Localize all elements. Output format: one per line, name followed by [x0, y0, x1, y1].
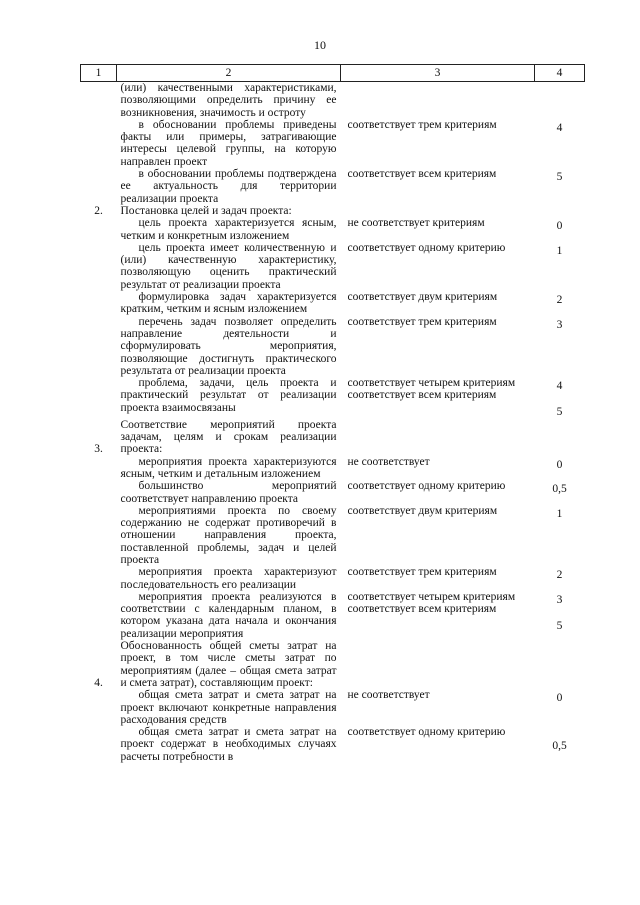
header-col-3: 3	[341, 65, 535, 82]
row-number	[81, 119, 117, 168]
criterion-compliance	[341, 217, 535, 242]
section-row	[81, 419, 585, 456]
table-row	[81, 242, 585, 291]
table-row	[81, 480, 585, 505]
table-row	[81, 566, 585, 591]
score-value: 4	[556, 380, 563, 393]
row-number	[81, 168, 117, 205]
criterion-score	[535, 505, 585, 566]
criterion-compliance	[341, 119, 535, 168]
criterion-text: формулировка задач характеризуется кратким, четким и ясным изложением	[120, 291, 337, 316]
compliance-text: соответствует трем критериям	[347, 566, 497, 579]
table-row	[81, 291, 585, 316]
header-col-4: 4	[535, 65, 585, 82]
criterion-score	[535, 377, 585, 419]
criterion-text: (или) качественными характеристиками, позволяющими определить причину ее возникновения, значимость и остроту	[120, 82, 337, 119]
table-row	[81, 82, 585, 119]
compliance-text: соответствует одному критерию	[347, 480, 506, 493]
criterion-score	[535, 591, 585, 640]
criterion-score	[535, 316, 585, 377]
compliance-text: не соответствует	[347, 689, 430, 702]
compliance-text: соответствует одному критерию	[347, 241, 506, 254]
row-number	[81, 316, 117, 377]
row-number	[81, 566, 117, 591]
score-value: 2	[556, 294, 563, 307]
compliance-text: соответствует трем критериям	[347, 118, 497, 131]
criterion-compliance	[341, 291, 535, 316]
criterion-compliance	[341, 566, 535, 591]
score-value: 0	[556, 692, 563, 705]
header-col-2: 2	[117, 65, 341, 82]
criterion-text: общая смета затрат и смета затрат на проект включают конкретные направления расходования средств	[120, 689, 337, 726]
criterion-text: общая смета затрат и смета затрат на проект содержат в необходимых случаях расчеты потребности в	[120, 726, 337, 763]
criterion-compliance	[341, 168, 535, 205]
header-col-1: 1	[81, 65, 117, 82]
compliance-text: соответствует трем критериям	[347, 315, 497, 328]
criterion-score	[535, 119, 585, 168]
criterion-compliance	[341, 591, 535, 640]
table-header-row	[81, 65, 585, 82]
criterion-text: мероприятия проекта реализуются в соответствии с календарным планом, в котором указана дата начала и окончания реализации мероприятия	[120, 590, 337, 640]
criterion-text: мероприятия проекта характеризуются ясным, четким и детальным изложением	[120, 455, 337, 480]
criterion-score	[535, 217, 585, 242]
page-number: 10	[314, 38, 326, 52]
criterion-compliance	[341, 456, 535, 481]
criterion-compliance	[341, 480, 535, 505]
table-row	[81, 377, 585, 419]
table-row	[81, 505, 585, 566]
compliance-text: соответствует всем критериям	[347, 603, 497, 616]
section-row	[81, 205, 585, 217]
criteria-body	[81, 82, 585, 764]
criterion-score	[535, 419, 585, 456]
criterion-score	[535, 242, 585, 291]
criterion-compliance	[341, 377, 535, 419]
score-value: 0	[556, 220, 563, 233]
criterion-text: цель проекта характеризуется ясным, четким и конкретным изложением	[120, 217, 337, 242]
row-number	[81, 242, 117, 291]
score-value: 3	[556, 318, 563, 331]
criterion-score	[535, 456, 585, 481]
criterion-compliance	[341, 82, 535, 119]
criterion-score	[535, 168, 585, 205]
row-number	[81, 505, 117, 566]
table-row	[81, 119, 585, 168]
score-value: 0,5	[552, 740, 567, 753]
criterion-compliance	[341, 640, 535, 689]
compliance-text: соответствует всем критериям	[347, 168, 497, 181]
criterion-text: Постановка целей и задач проекта:	[120, 204, 292, 217]
criterion-text: Обоснованность общей сметы затрат на проект, в том числе сметы затрат по мероприятиям (далее – общая смета затрат и смета затрат), составляющим проект:	[120, 640, 337, 689]
score-value: 2	[556, 569, 563, 582]
criterion-compliance	[341, 689, 535, 726]
score-value: 5	[556, 171, 563, 184]
section-row	[81, 640, 585, 689]
score-value: 1	[556, 507, 563, 520]
criterion-score	[535, 205, 585, 217]
row-number	[81, 689, 117, 726]
criterion-text: цель проекта имеет количественную и (или) качественную характеристику, позволяющую оценить практический результат от реализации проекта	[120, 241, 337, 291]
criterion-compliance	[341, 419, 535, 456]
criterion-compliance	[341, 505, 535, 566]
score-value: 0,5	[552, 483, 567, 496]
row-number	[81, 456, 117, 481]
table-row	[81, 726, 585, 763]
criterion-score	[535, 640, 585, 689]
criterion-compliance	[341, 205, 535, 217]
criterion-compliance	[341, 726, 535, 763]
criteria-table	[80, 64, 585, 763]
criterion-compliance	[341, 242, 535, 291]
row-number: 4.	[94, 676, 103, 689]
score-value: 4	[556, 121, 563, 134]
criterion-text: в обосновании проблемы подтверждена ее актуальность для территории реализации проекта	[120, 168, 337, 205]
criterion-score	[535, 291, 585, 316]
compliance-text: соответствует двум критериям	[347, 291, 498, 304]
compliance-text: соответствует двум критериям	[347, 504, 498, 517]
row-number	[81, 480, 117, 505]
criterion-score	[535, 689, 585, 726]
row-number	[81, 291, 117, 316]
criterion-text: мероприятия проекта характеризуют последовательность его реализации	[120, 566, 337, 591]
row-number: 2.	[94, 204, 103, 217]
compliance-text: не соответствует	[347, 455, 430, 468]
criterion-text: проблема, задачи, цель проекта и практический результат от реализации проекта взаимосвязаны	[120, 377, 337, 414]
row-number	[81, 591, 117, 640]
row-number: 3.	[94, 443, 103, 456]
table-row	[81, 591, 585, 640]
row-number	[81, 377, 117, 419]
table-row	[81, 168, 585, 205]
criterion-score	[535, 726, 585, 763]
score-value: 3	[556, 593, 563, 606]
table-row	[81, 217, 585, 242]
compliance-text: соответствует одному критерию	[347, 726, 506, 739]
criterion-text: Соответствие мероприятий проекта задачам, целям и срокам реализации проекта:	[120, 418, 337, 456]
table-row	[81, 689, 585, 726]
criterion-text: перечень задач позволяет определить направление деятельности и сформулировать мероприятия, позволяющие достигнуть практического результата от реализации проекта	[120, 315, 337, 377]
table-row	[81, 456, 585, 481]
criterion-score	[535, 82, 585, 119]
criterion-text: в обосновании проблемы приведены факты или примеры, затрагивающие интересы целевой группы, на которую направлен проект	[120, 118, 337, 168]
compliance-text: соответствует всем критериям	[347, 389, 497, 402]
criterion-score	[535, 566, 585, 591]
compliance-text: соответствует четырем критериям	[347, 377, 516, 390]
compliance-text: не соответствует критериям	[347, 217, 485, 230]
criterion-score	[535, 480, 585, 505]
score-value: 5	[556, 620, 563, 633]
score-value: 5	[556, 406, 563, 419]
row-number	[81, 217, 117, 242]
score-value: 1	[556, 244, 563, 257]
table-row	[81, 316, 585, 377]
criterion-text: мероприятиями проекта по своему содержанию не содержат противоречий в отношении направления проекта, поставленной проблемы, задач и целей проекта	[120, 504, 337, 566]
row-number	[81, 82, 117, 119]
row-number	[81, 726, 117, 763]
score-value: 0	[556, 458, 563, 471]
criterion-text: большинство мероприятий соответствует направлению проекта	[120, 480, 337, 505]
compliance-text: соответствует четырем критериям	[347, 590, 516, 603]
criterion-compliance	[341, 316, 535, 377]
